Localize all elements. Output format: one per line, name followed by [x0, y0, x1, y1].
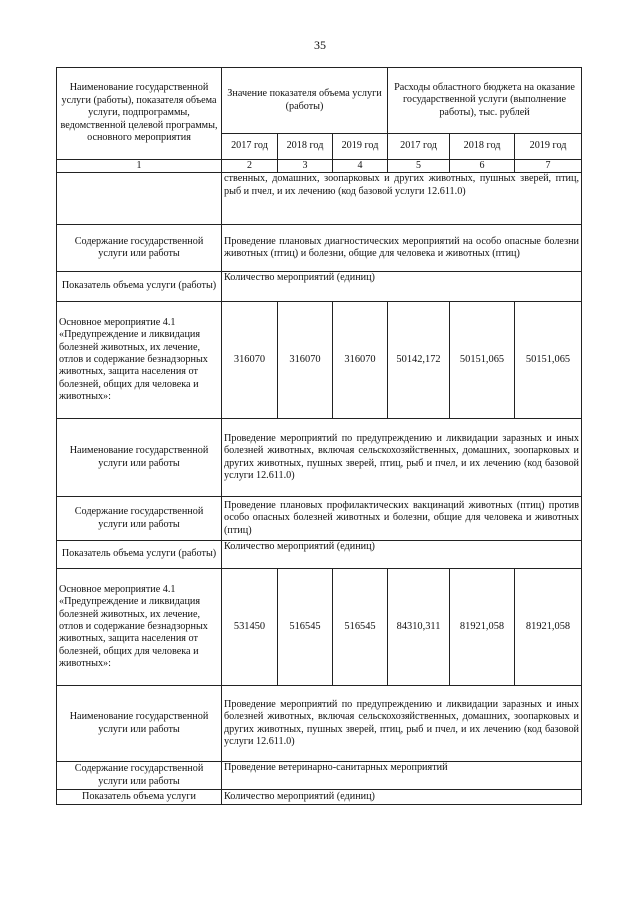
row-text: Проведение мероприятий по предупреждению и ликвидации заразных и иных болезней животных, включая сельскохозяйственных, домашних, зоопарковых и других животных, пушных зверей, птиц, рыб и пчел, и их лечению (код базовой услуги 12.611.0) [222, 686, 582, 762]
value-cell: 516545 [278, 569, 333, 686]
row-label: Показатель объема услуги (работы) [57, 272, 222, 302]
table-row [57, 790, 582, 805]
row-label: Содержание государственной услуги или работы [57, 225, 222, 272]
column-index: 1 [57, 160, 222, 173]
row-label: Основное мероприятие 4.1 «Предупреждение и ликвидация болезней животных, их лечение, отлов и содержание безнадзорных животных, защита населения от болезней, общих для человека и животных»: [57, 569, 222, 686]
header-year: 2017 год [222, 134, 278, 160]
value-cell: 531450 [222, 569, 278, 686]
header-year: 2018 год [278, 134, 333, 160]
table-row [57, 419, 582, 497]
table-row [57, 497, 582, 541]
table-row [57, 225, 582, 272]
page-number: 35 [314, 38, 326, 52]
row-label: Содержание государственной услуги или работы [57, 497, 222, 541]
value-cell: 316070 [333, 302, 388, 419]
column-index: 6 [450, 160, 515, 173]
value-cell: 516545 [333, 569, 388, 686]
row-text: ственных, домашних, зоопарковых и других животных, пушных зверей, птиц, рыб и пчел, и их лечению (код базовой услуги 12.611.0) [222, 173, 582, 225]
table-row [57, 541, 582, 569]
column-index: 5 [388, 160, 450, 173]
header-year: 2017 год [388, 134, 450, 160]
value-cell: 316070 [222, 302, 278, 419]
column-index: 3 [278, 160, 333, 173]
row-text: Количество мероприятий (единиц) [222, 790, 582, 805]
row-label [57, 173, 222, 225]
budget-table [56, 67, 582, 805]
value-cell: 50151,065 [515, 302, 582, 419]
column-index: 7 [515, 160, 582, 173]
value-cell: 316070 [278, 302, 333, 419]
row-label: Наименование государственной услуги или работы [57, 686, 222, 762]
table-row [57, 173, 582, 225]
row-label: Содержание государственной услуги или работы [57, 762, 222, 790]
header-year: 2018 год [450, 134, 515, 160]
column-index: 4 [333, 160, 388, 173]
row-text: Количество мероприятий (единиц) [222, 541, 582, 569]
row-label: Показатель объема услуги (работы) [57, 541, 222, 569]
header-expenses-group: Расходы областного бюджета на оказание государственной услуги (выполнение работы), тыс. рублей [388, 68, 582, 134]
header-values-group: Значение показателя объема услуги (работы) [222, 68, 388, 134]
table-row [57, 569, 582, 686]
table-row [57, 272, 582, 302]
row-text: Проведение плановых профилактических вакцинаций животных (птиц) против особо опасных болезней животных и болезни, общие для человека и животных (птиц) [222, 497, 582, 541]
row-text: Проведение плановых диагностических мероприятий на особо опасные болезни животных (птиц) и болезни, общие для человека и животных (птиц) [222, 225, 582, 272]
header-name-cell: Наименование государственной услуги (работы), показателя объема услуги, подпрограммы, ведомственной целевой программы, основного мероприятия [57, 68, 222, 160]
row-label: Основное мероприятие 4.1 «Предупреждение и ликвидация болезней животных, их лечение, отлов и содержание безнадзорных животных, защита населения от болезней, общих для человека и животных»: [57, 302, 222, 419]
row-text: Количество мероприятий (единиц) [222, 272, 582, 302]
table-row [57, 302, 582, 419]
table-row [57, 686, 582, 762]
header-year: 2019 год [333, 134, 388, 160]
row-text: Проведение мероприятий по предупреждению и ликвидации заразных и иных болезней животных, включая сельскохозяйственных, домашних, зоопарковых и других животных, пушных зверей, птиц, рыб и пчел, и их лечению (код базовой услуги 12.611.0) [222, 419, 582, 497]
value-cell: 81921,058 [450, 569, 515, 686]
row-label: Наименование государственной услуги или работы [57, 419, 222, 497]
value-cell: 50151,065 [450, 302, 515, 419]
row-text: Проведение ветеринарно-санитарных мероприятий [222, 762, 582, 790]
row-label: Показатель объема услуги [57, 790, 222, 805]
value-cell: 84310,311 [388, 569, 450, 686]
table-row [57, 762, 582, 790]
header-year: 2019 год [515, 134, 582, 160]
value-cell: 50142,172 [388, 302, 450, 419]
column-index: 2 [222, 160, 278, 173]
value-cell: 81921,058 [515, 569, 582, 686]
